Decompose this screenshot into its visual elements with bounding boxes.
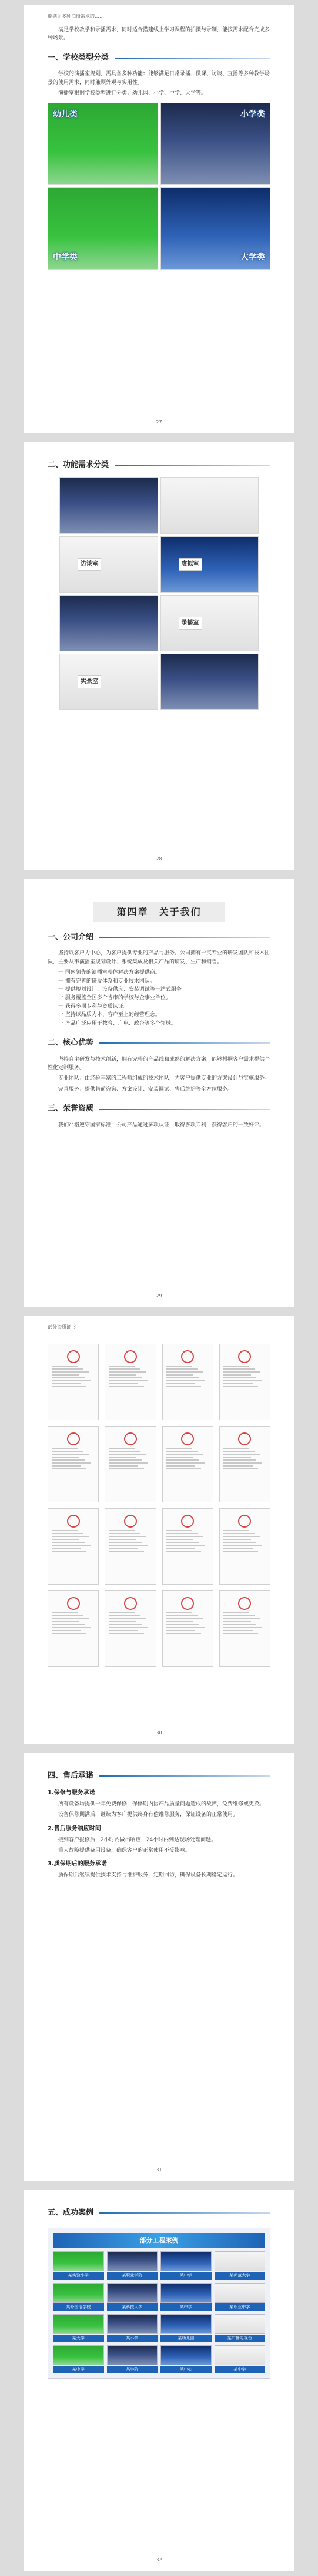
page-number: 31 xyxy=(24,2164,294,2174)
running-header: 部分资质证书 xyxy=(24,1316,294,1334)
case-photo xyxy=(215,2314,266,2334)
studio-photo xyxy=(160,536,259,593)
case-caption: 某中学 xyxy=(160,2303,212,2311)
tile-label: 实景室 xyxy=(78,675,101,688)
case-caption: 某幼儿园 xyxy=(160,2335,212,2342)
case-board xyxy=(48,2228,270,2379)
case-caption: 某职业学院 xyxy=(107,2272,158,2279)
certificate-image xyxy=(219,1508,270,1585)
page-number: 28 xyxy=(24,853,294,863)
seal-icon xyxy=(124,1597,137,1610)
case-caption: 某中学 xyxy=(160,2272,212,2279)
certificate-image xyxy=(219,1426,270,1502)
section-body: 学校的演播室规划，需具备多种功能：能够满足日常录播、微课、访谈、直播等多种教学场景的使用需求，同时兼顾外观与实用性。 演播室根据学校类型进行分类：幼儿园、小学、中学、大学等。 xyxy=(48,71,270,97)
case-photo xyxy=(160,2251,212,2271)
studio-photo xyxy=(160,477,259,534)
case-item xyxy=(160,2283,212,2311)
seal-icon xyxy=(238,1597,251,1610)
running-header: 能满足多种拍摄需求的…… xyxy=(24,5,294,23)
certificate-grid xyxy=(48,1344,270,1667)
case-photo xyxy=(160,2345,212,2365)
case-item xyxy=(160,2251,212,2279)
tile-label: 小学类 xyxy=(240,109,265,119)
page-number: 32 xyxy=(24,2554,294,2564)
document-page-3 xyxy=(24,879,294,1307)
case-item xyxy=(53,2314,104,2342)
section-title: 五、成功案例 xyxy=(48,2207,270,2219)
company-intro: 坚持以客户为中心，为客户提供专业的产品与服务。公司拥有一支专业的研发团队和技术团队，主要从事演播室规划设计、系统集成及相关产品的研发、生产和销售。 一 国内领先的演播室整体解决方案提供商。 一 拥有完善的研发体系和专业技术团队。 一 提供规划设计、设备供应、安装调试等一站式服务。 一 服务覆盖全国多个省市的学校与企事业单位。 一 获得多项专利与资质认证。 一 坚持以品质为本、客户至上的经营理念。 一 产品广泛应用于教育、广电、政企等多个领域。 xyxy=(24,949,294,1028)
seal-icon xyxy=(67,1515,80,1528)
tile-label: 中学类 xyxy=(53,253,78,263)
case-caption: 某广播电视台 xyxy=(215,2335,266,2342)
case-photo xyxy=(53,2251,104,2271)
seal-icon xyxy=(124,1432,137,1445)
certificate-image xyxy=(48,1344,99,1420)
case-item xyxy=(160,2314,212,2342)
case-caption: 某中学 xyxy=(215,2366,266,2373)
page-number: 29 xyxy=(24,1290,294,1300)
seal-icon xyxy=(181,1597,194,1610)
certificate-image xyxy=(162,1508,213,1585)
document-page-5 xyxy=(24,1753,294,2181)
case-board-title: 部分工程案例 xyxy=(53,2233,265,2248)
case-photo xyxy=(160,2283,212,2303)
section-title: 一、公司介绍 xyxy=(48,931,270,944)
case-photo xyxy=(160,2314,212,2334)
body-text: 接到客户报修后，2小时内做出响应，24小时内到达现场处理问题。 重大故障提供备用设备，确保客户的正常使用不受影响。 xyxy=(58,1837,217,1854)
case-item xyxy=(107,2251,158,2279)
document-page-6 xyxy=(24,2190,294,2571)
document-page-2 xyxy=(24,442,294,870)
case-item xyxy=(107,2283,158,2311)
seal-icon xyxy=(67,1432,80,1445)
tile-label: 虚拟室 xyxy=(179,558,202,571)
studio-photo xyxy=(59,595,158,651)
certificate-image xyxy=(105,1426,156,1502)
seal-icon xyxy=(67,1350,80,1363)
certificate-image xyxy=(48,1426,99,1502)
case-item xyxy=(215,2251,266,2279)
body-text: 所有设备均提供一年免费保修，保修期内因产品质量问题造成的故障，免费维修或更换。 设备保修期满后，继续为客户提供终身有偿维修服务，保证设备的正常使用。 xyxy=(58,1801,265,1818)
body-text: 质保期后继续提供技术支持与维护服务，定期回访，确保设备长期稳定运行。 xyxy=(58,1872,239,1879)
studio-photo xyxy=(48,187,158,270)
certificate-image xyxy=(162,1426,213,1502)
studio-photo xyxy=(160,654,259,710)
case-photo xyxy=(53,2314,104,2334)
case-item xyxy=(215,2283,266,2311)
studio-photo xyxy=(160,595,259,651)
case-photo xyxy=(215,2283,266,2303)
certificate-image xyxy=(219,1344,270,1420)
case-item xyxy=(107,2345,158,2373)
case-item xyxy=(215,2345,266,2373)
certificate-image xyxy=(162,1590,213,1667)
case-grid xyxy=(53,2251,265,2373)
case-item xyxy=(53,2345,104,2373)
studio-photo xyxy=(59,477,158,534)
sub-heading: 3.质保期后的服务承诺 xyxy=(48,1861,107,1868)
school-type-grid xyxy=(48,103,270,270)
studio-photo xyxy=(59,654,158,710)
chapter-title: 第四章 关于我们 xyxy=(24,902,294,922)
section-title: 二、功能需求分类 xyxy=(48,459,270,472)
case-item xyxy=(53,2283,104,2311)
case-caption: 某小学 xyxy=(107,2335,158,2342)
case-photo xyxy=(215,2345,266,2365)
case-caption: 某师范大学 xyxy=(215,2272,266,2279)
case-caption: 某职业中学 xyxy=(215,2303,266,2311)
document-page-4 xyxy=(24,1316,294,1744)
sub-heading: 2.售后服务响应时间 xyxy=(48,1825,101,1832)
intro-text: 满足学校教学和录播需求，同时适合搭建线上学习课程的拍摄与录制，能按需求配合完成多种场景。 xyxy=(48,26,270,42)
certificate-image xyxy=(105,1590,156,1667)
studio-photo xyxy=(160,103,271,185)
case-caption: 某学院 xyxy=(107,2366,158,2373)
advantages: 坚持自主研发与技术创新，拥有完整的产品线和成熟的解决方案，能够根据客户需求提供个性化定制服务。 专业团队：由经验丰富的工程师组成的技术团队，为客户提供专业的方案设计与实施服务。 完善服务：提供售前咨询、方案设计、安装调试、售后维护等全方位服务。 xyxy=(48,1056,270,1092)
certificate-image xyxy=(162,1344,213,1420)
seal-icon xyxy=(67,1597,80,1610)
seal-icon xyxy=(238,1432,251,1445)
page-number: 27 xyxy=(24,416,294,426)
certificate-image xyxy=(48,1590,99,1667)
seal-icon xyxy=(238,1515,251,1528)
honors: 我们严格遵守国家标准，公司产品通过多项认证，取得多项专利，获得客户的一致好评。 xyxy=(58,1122,265,1129)
studio-photo xyxy=(48,103,158,185)
sub-heading: 1.保修与服务承诺 xyxy=(48,1789,95,1796)
seal-icon xyxy=(181,1432,194,1445)
document-page-1 xyxy=(24,5,294,433)
case-photo xyxy=(107,2251,158,2271)
page-number: 30 xyxy=(24,1727,294,1737)
certificate-image xyxy=(48,1508,99,1585)
seal-icon xyxy=(181,1515,194,1528)
seal-icon xyxy=(238,1350,251,1363)
case-caption: 某大学 xyxy=(53,2335,104,2342)
case-item xyxy=(53,2251,104,2279)
case-caption: 某外国语学校 xyxy=(53,2303,104,2311)
section-title: 四、售后承诺 xyxy=(48,1770,270,1783)
certificate-image xyxy=(219,1590,270,1667)
seal-icon xyxy=(181,1350,194,1363)
case-photo xyxy=(53,2345,104,2365)
case-caption: 某实验小学 xyxy=(53,2272,104,2279)
certificate-image xyxy=(105,1508,156,1585)
tile-label: 访谈室 xyxy=(78,558,101,571)
case-caption: 某科技大学 xyxy=(107,2303,158,2311)
section-title: 一、学校类型分类 xyxy=(48,52,270,65)
case-caption: 某中学 xyxy=(53,2366,104,2373)
case-item xyxy=(160,2345,212,2373)
studio-photo xyxy=(59,536,158,593)
section-title: 三、荣誉资质 xyxy=(48,1103,270,1115)
case-item xyxy=(215,2314,266,2342)
case-photo xyxy=(107,2314,158,2334)
seal-icon xyxy=(124,1515,137,1528)
function-grid xyxy=(59,477,259,710)
tile-label: 大学类 xyxy=(240,253,265,263)
case-caption: 某中心 xyxy=(160,2366,212,2373)
case-photo xyxy=(53,2283,104,2303)
tile-label: 幼儿类 xyxy=(53,109,78,119)
case-item xyxy=(107,2314,158,2342)
bullet-list: 一 国内领先的演播室整体解决方案提供商。 一 拥有完善的研发体系和专业技术团队。 一 提供规划设计、设备供应、安装调试等一站式服务。 一 服务覆盖全国多个省市的学校与企事业单位。 一 获得多项专利与资质认证。 一 坚持以品质为本、客户至上的经营理念。 一 产品广泛应用于教育、广电、政企等多个领域。 xyxy=(58,970,187,1027)
seal-icon xyxy=(124,1350,137,1363)
studio-photo xyxy=(160,187,271,270)
section-title: 二、核心优势 xyxy=(48,1037,270,1050)
tile-label: 录播室 xyxy=(179,617,202,630)
case-photo xyxy=(107,2345,158,2365)
case-photo xyxy=(215,2251,266,2271)
case-photo xyxy=(107,2283,158,2303)
certificate-image xyxy=(105,1344,156,1420)
